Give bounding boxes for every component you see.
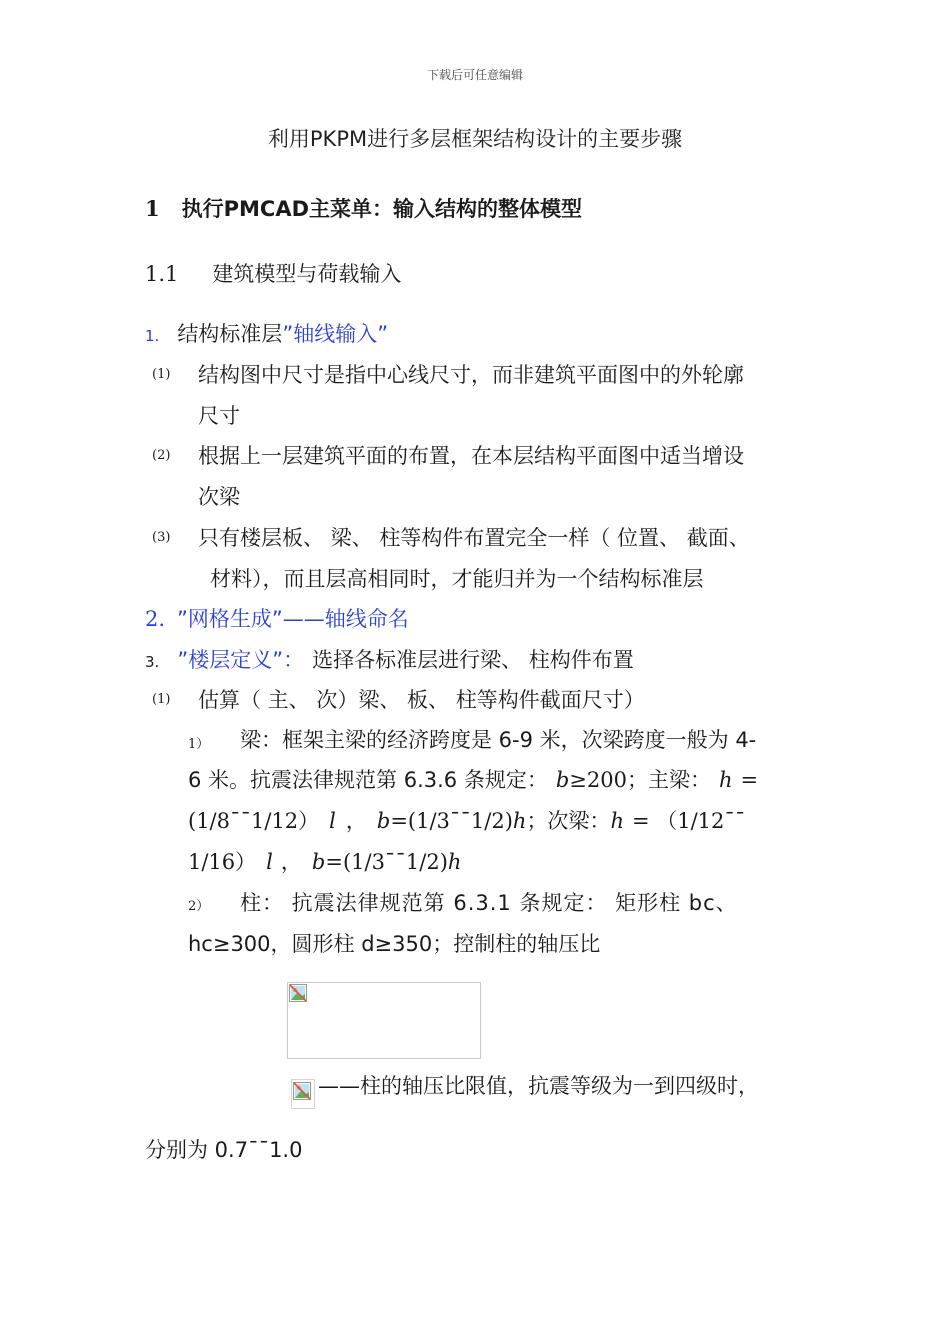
beam-text-line-3: (1/8¯¯1/12） l ， b=(1/3¯¯1/2)h；次梁：h = （1/12¯¯	[188, 809, 746, 833]
sub-item-text: 估算（ 主、 次）梁、 板、 柱等构件截面尺寸）	[198, 688, 645, 712]
list-number: 2.	[145, 607, 166, 631]
formula-image	[287, 982, 481, 1059]
list-item-1	[145, 318, 388, 348]
list-item-3	[145, 644, 634, 674]
sub-item-text: 尺寸	[198, 404, 240, 428]
beam-text-line-2: 6 米。抗震法律规范第 6.3.6 条规定： b≥200；主梁： h =	[188, 768, 759, 792]
section-number: 1	[145, 196, 160, 221]
beam-text-line-4: 1/16） l ， b=(1/3¯¯1/2)h	[188, 850, 462, 874]
sub-item-text: 结构图中尺寸是指中心线尺寸，而非建筑平面图中的外轮廓	[198, 363, 744, 387]
subsection-title: 建筑模型与荷载输入	[212, 262, 402, 286]
section-heading-1	[145, 193, 582, 223]
section-heading-1-1	[145, 258, 401, 288]
list-label: 选择各标准层进行梁、 柱构件布置	[312, 648, 634, 672]
beam-number: 1）	[188, 737, 210, 752]
list-number: 1.	[145, 327, 160, 345]
list-number: 3.	[145, 653, 160, 671]
list-label: ”网格生成”——轴线命名	[177, 607, 409, 631]
list-link-text: ”轴线输入”	[282, 322, 389, 346]
symbol-image	[291, 1079, 315, 1109]
column-text-line-1: 柱： 抗震法律规范第 6.3.1 条规定： 矩形柱 bc、	[240, 891, 738, 915]
sub-item-number: (3)	[152, 530, 171, 545]
document-title: 利用PKPM进行多层框架结构设计的主要步骤	[267, 127, 683, 151]
subsection-number: 1.1	[145, 262, 179, 286]
axial-ratio-values-text: 分别为 0.7¯¯1.0	[145, 1138, 303, 1162]
sub-item-number: (1)	[152, 367, 171, 382]
page-header: 下载后可任意编辑	[426, 68, 523, 82]
sub-item-text: 只有楼层板、 梁、 柱等构件布置完全一样（ 位置、 截面、	[198, 526, 750, 550]
column-text-line-2: hc≥300，圆形柱 d≥350；控制柱的轴压比	[188, 932, 601, 956]
column-number: 2）	[188, 899, 210, 914]
list-item-2	[145, 603, 409, 633]
beam-text-line-1: 梁：框架主梁的经济跨度是 6-9 米，次梁跨度一般为 4-	[240, 728, 757, 752]
list-label: 结构标准层	[177, 322, 283, 346]
broken-image-icon	[289, 984, 307, 1002]
list-link-text: ”楼层定义”：	[177, 648, 305, 672]
sub-item-text: 根据上一层建筑平面的布置，在本层结构平面图中适当增设	[198, 444, 744, 468]
sub-item-number: (1)	[152, 692, 171, 707]
axial-ratio-limit-text: ——柱的轴压比限值，抗震等级为一到四级时，	[318, 1074, 759, 1098]
section-title: 执行PMCAD主菜单：输入结构的整体模型	[181, 197, 583, 221]
broken-image-icon	[293, 1082, 311, 1100]
sub-item-number: (2)	[152, 448, 171, 463]
sub-item-text: 次梁	[198, 485, 240, 509]
sub-item-text: 材料），而且层高相同时，才能归并为一个结构标准层	[210, 567, 704, 591]
